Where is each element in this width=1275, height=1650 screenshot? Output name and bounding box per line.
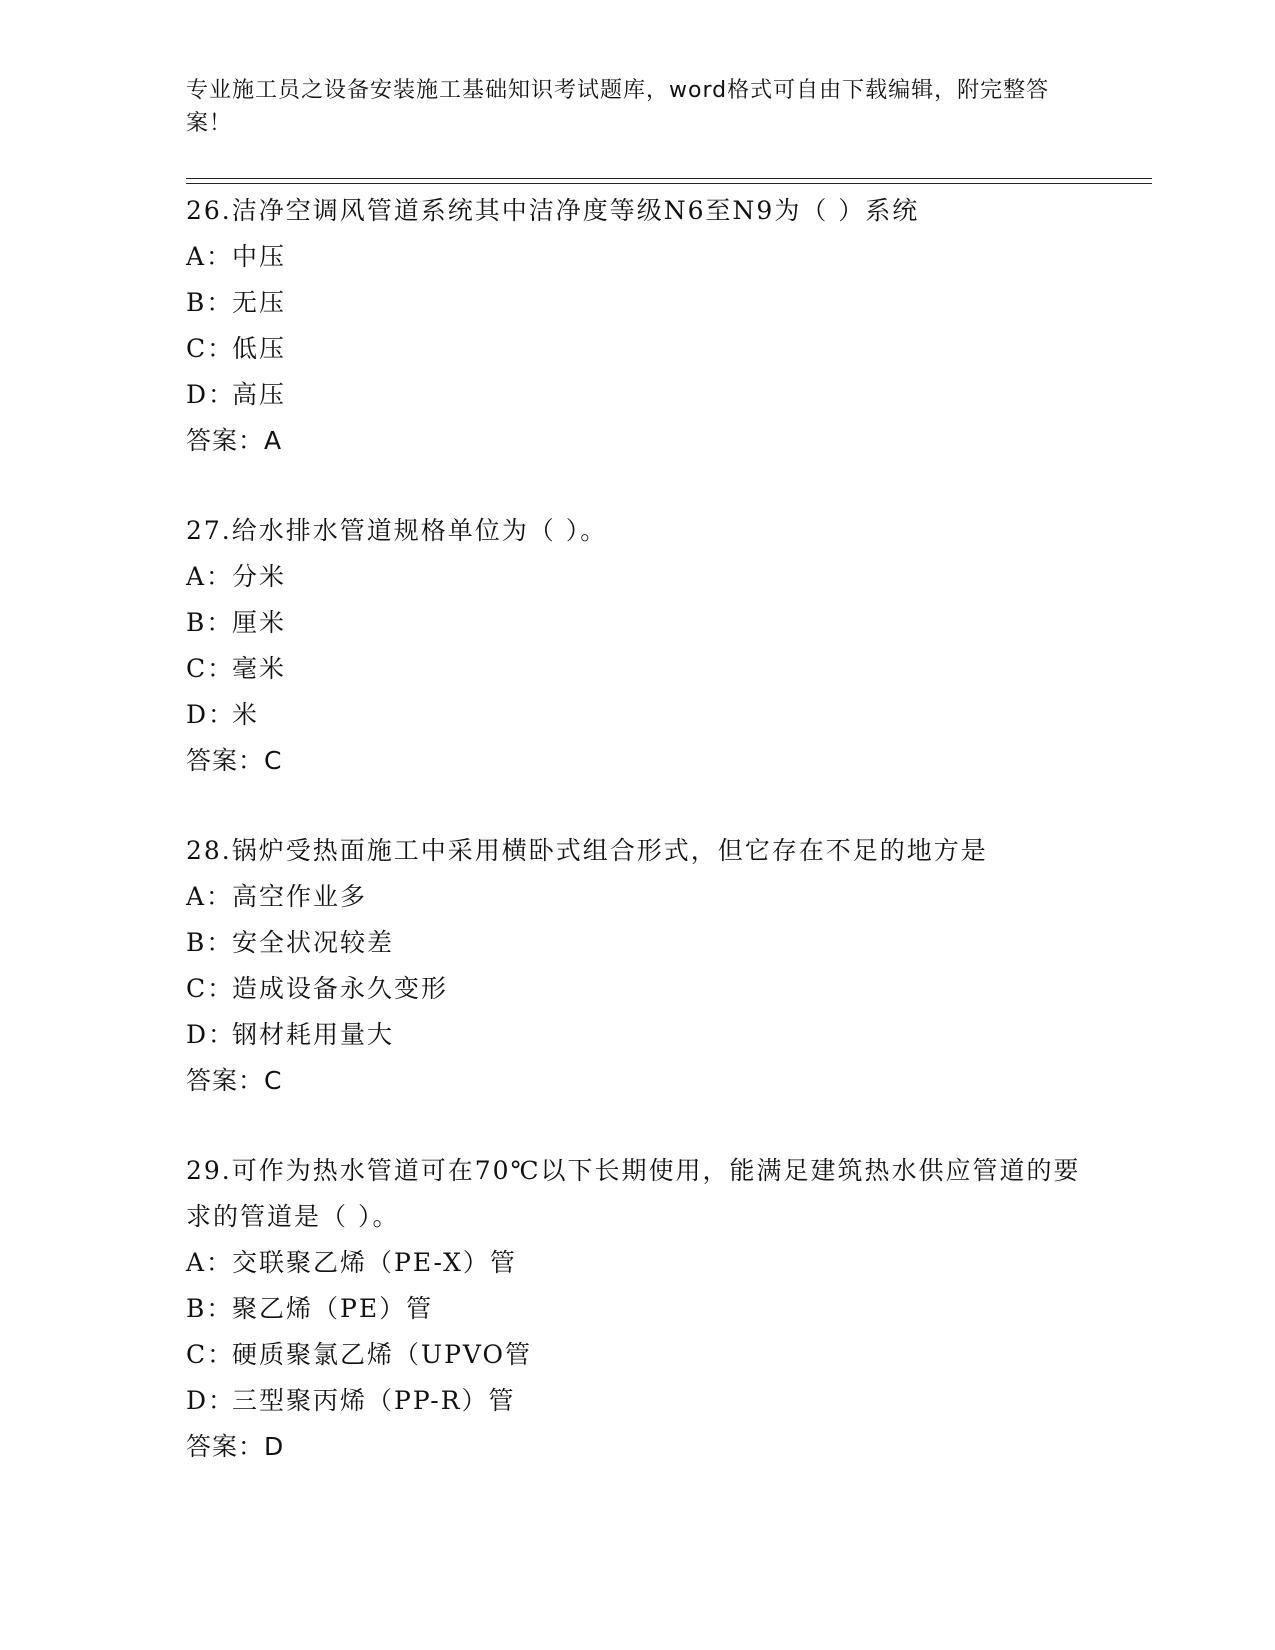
option-text: 毫米 xyxy=(232,654,287,683)
option-text: 中压 xyxy=(232,242,287,271)
option-text: 安全状况较差 xyxy=(232,928,395,957)
option-c xyxy=(186,646,1086,692)
option-text: 无压 xyxy=(232,288,287,317)
option-letter: B： xyxy=(186,608,234,637)
option-letter: A： xyxy=(186,882,234,911)
question-27 xyxy=(186,508,1086,784)
option-letter: C： xyxy=(186,1340,235,1369)
option-b xyxy=(186,920,1086,966)
option-a xyxy=(186,234,1086,280)
option-d xyxy=(186,692,1086,738)
option-letter: D： xyxy=(186,380,236,409)
answer-line: 答案：A xyxy=(186,426,283,455)
option-letter: D： xyxy=(186,1020,236,1049)
option-text: 钢材耗用量大 xyxy=(232,1020,395,1049)
option-letter: B： xyxy=(186,1294,234,1323)
question-stem: 28.锅炉受热面施工中采用横卧式组合形式，但它存在不足的地方是 xyxy=(186,836,988,865)
question-26 xyxy=(186,188,1086,464)
option-d xyxy=(186,1012,1086,1058)
option-text: 高压 xyxy=(232,380,287,409)
option-a xyxy=(186,1240,1086,1286)
option-a xyxy=(186,874,1086,920)
option-text: 高空作业多 xyxy=(232,882,368,911)
option-b xyxy=(186,1286,1086,1332)
option-d xyxy=(186,372,1086,418)
answer-line: 答案：C xyxy=(186,1066,283,1095)
option-text: 三型聚丙烯（PP-R）管 xyxy=(232,1386,516,1415)
question-stem: 27.给水排水管道规格单位为（ ）。 xyxy=(186,516,608,545)
option-letter: B： xyxy=(186,288,234,317)
option-text: 造成设备永久变形 xyxy=(232,974,449,1003)
option-c xyxy=(186,326,1086,372)
question-stem: 26.洁净空调风管道系统其中洁净度等级N6至N9为（ ）系统 xyxy=(186,196,920,225)
option-c xyxy=(186,966,1086,1012)
answer-line: 答案：D xyxy=(186,1432,285,1461)
header-divider-bottom xyxy=(186,183,1152,184)
option-letter: C： xyxy=(186,334,235,363)
option-letter: C： xyxy=(186,654,235,683)
header-divider-top xyxy=(186,178,1152,179)
option-letter: D： xyxy=(186,1386,236,1415)
option-letter: A： xyxy=(186,562,234,591)
option-letter: D： xyxy=(186,700,236,729)
option-text: 低压 xyxy=(232,334,287,363)
option-text: 硬质聚氯乙烯（UPVO管 xyxy=(232,1340,533,1369)
option-text: 交联聚乙烯（PE-X）管 xyxy=(232,1248,517,1277)
option-b xyxy=(186,280,1086,326)
option-letter: A： xyxy=(186,1248,234,1277)
option-text: 聚乙烯（PE）管 xyxy=(232,1294,434,1323)
option-letter: A： xyxy=(186,242,234,271)
document-header: 专业施工员之设备安装施工基础知识考试题库，word格式可自由下载编辑，附完整答案！ xyxy=(186,78,1050,136)
option-text: 分米 xyxy=(232,562,287,591)
option-letter: C： xyxy=(186,974,235,1003)
option-letter: B： xyxy=(186,928,234,957)
option-text: 米 xyxy=(232,700,260,729)
option-a xyxy=(186,554,1086,600)
answer-line: 答案：C xyxy=(186,746,283,775)
option-b xyxy=(186,600,1086,646)
question-29 xyxy=(186,1148,1086,1470)
option-d xyxy=(186,1378,1086,1424)
option-c xyxy=(186,1332,1086,1378)
question-28 xyxy=(186,828,1086,1104)
option-text: 厘米 xyxy=(232,608,287,637)
question-stem: 29.可作为热水管道可在70℃以下长期使用，能满足建筑热水供应管道的要求的管道是（ ）。 xyxy=(186,1156,1081,1231)
